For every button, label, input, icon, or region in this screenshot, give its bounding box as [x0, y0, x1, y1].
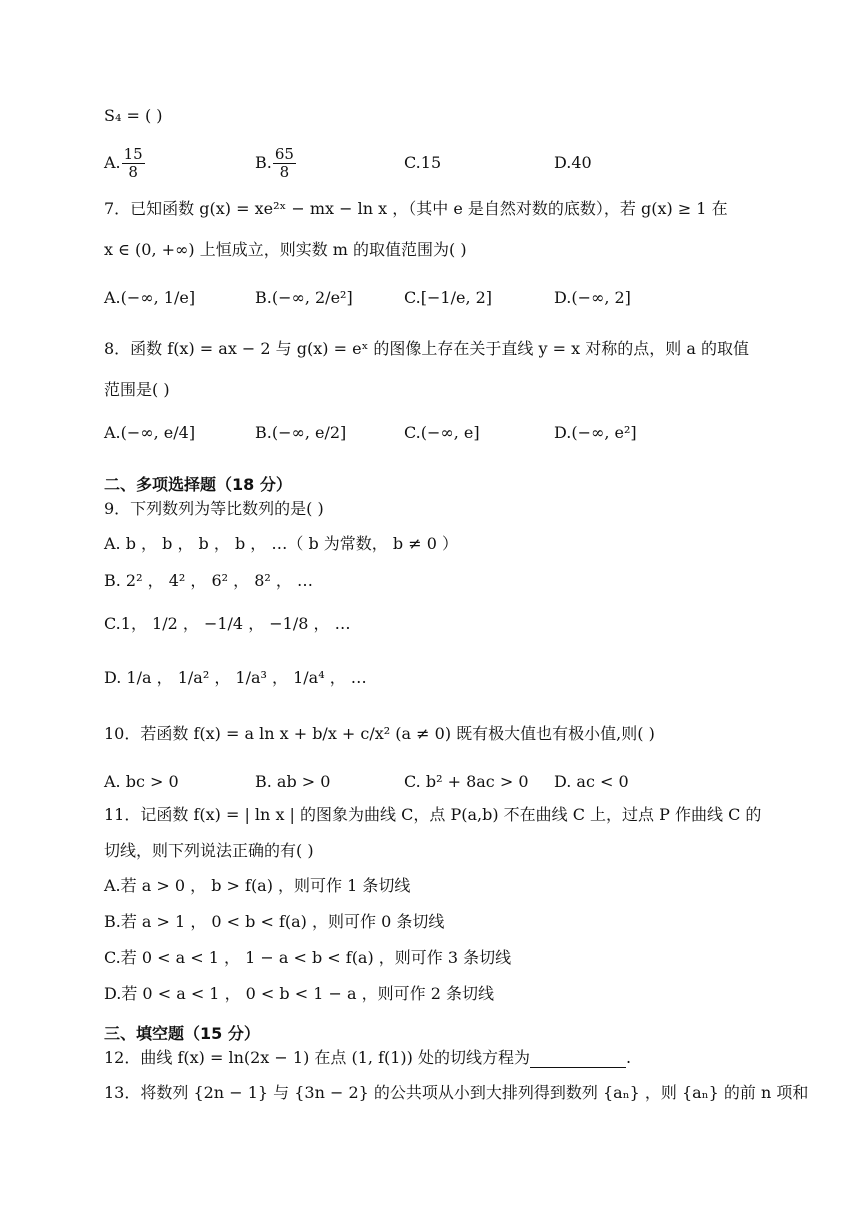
- q11-option-d: D.若 0 < a < 1 ， 0 < b < 1 − a ，则可作 2 条切线: [104, 984, 494, 1003]
- q11-option-b: B.若 a > 1 ， 0 < b < f(a) ，则可作 0 条切线: [104, 912, 445, 931]
- q10-stem: 10．若函数 f(x) = a ln x + b/x + c/x² (a ≠ 0) 既有极大值也有极小值,则( ): [104, 724, 655, 743]
- q7-option-b: B.(−∞, 2/e²]: [255, 288, 353, 307]
- q8-option-a: A.(−∞, e/4]: [104, 423, 196, 442]
- q11-line1: 11．记函数 f(x) = | ln x | 的图象为曲线 C，点 P(a,b) 不在曲线 C 上，过点 P 作曲线 C 的: [104, 805, 762, 824]
- q8-line2: 范围是( ): [104, 380, 170, 399]
- q8-option-d: D.(−∞, e²]: [554, 423, 637, 442]
- q9-option-b: B. 2² ， 4² ， 6² ， 8² ， …: [104, 571, 313, 590]
- q7-option-d: D.(−∞, 2]: [554, 288, 631, 307]
- q9-option-c: C.1， 1/2 ， −1/4 ， −1/8 ， …: [104, 614, 351, 633]
- q13-stem: 13．将数列 {2n − 1} 与 {3n − 2} 的公共项从小到大排列得到数列 {aₙ} ，则 {aₙ} 的前 n 项和: [104, 1083, 809, 1102]
- answer-blank[interactable]: [530, 1051, 626, 1068]
- q12-stem: 12．曲线 f(x) = ln(2x − 1) 在点 (1, f(1)) 处的切线方程为 .: [104, 1048, 632, 1067]
- q6-option-d: D.40: [554, 153, 592, 172]
- q9-stem: 9．下列数列为等比数列的是( ): [104, 499, 324, 518]
- q9-option-d: D. 1/a ， 1/a² ， 1/a³ ， 1/a⁴ ， …: [104, 668, 367, 687]
- section-3-heading: 三、填空题（15 分）: [104, 1024, 260, 1043]
- q9-option-a: A. b ， b ， b ， b ， …（ b 为常数， b ≠ 0 ）: [104, 534, 458, 553]
- q10-option-a: A. bc > 0: [104, 772, 179, 791]
- q10-option-d: D. ac < 0: [554, 772, 629, 791]
- q11-option-c: C.若 0 < a < 1 ， 1 − a < b < f(a) ，则可作 3 条切线: [104, 948, 512, 967]
- q7-option-a: A.(−∞, 1/e]: [104, 288, 196, 307]
- section-2-heading: 二、多项选择题（18 分）: [104, 475, 292, 494]
- q8-option-c: C.(−∞, e]: [404, 423, 480, 442]
- q10-option-c: C. b² + 8ac > 0: [404, 772, 529, 791]
- q7-line2: x ∈ (0, +∞) 上恒成立，则实数 m 的取值范围为( ): [104, 240, 467, 259]
- q6-option-b: B. $\frac{65}{8}$: [255, 145, 294, 181]
- q7-option-c: C.[−1/e, 2]: [404, 288, 493, 307]
- q10-option-b: B. ab > 0: [255, 772, 331, 791]
- q6-option-a: A. $\frac{15}{8}$: [104, 145, 143, 181]
- q7-line1: 7．已知函数 g(x) = xe²ˣ − mx − ln x ，（其中 e 是自然对数的底数），若 g(x) ≥ 1 在: [104, 199, 728, 218]
- q8-option-b: B.(−∞, e/2]: [255, 423, 347, 442]
- q6-option-c: C.15: [404, 153, 442, 172]
- q11-line2: 切线，则下列说法正确的有( ): [104, 841, 314, 860]
- q8-line1: 8．函数 f(x) = ax − 2 与 g(x) = eˣ 的图像上存在关于直线 y = x 对称的点，则 a 的取值: [104, 339, 749, 358]
- q6-stem-end: S₄ = ( ): [104, 106, 163, 125]
- q11-option-a: A.若 a > 0 ， b > f(a) ，则可作 1 条切线: [104, 876, 411, 895]
